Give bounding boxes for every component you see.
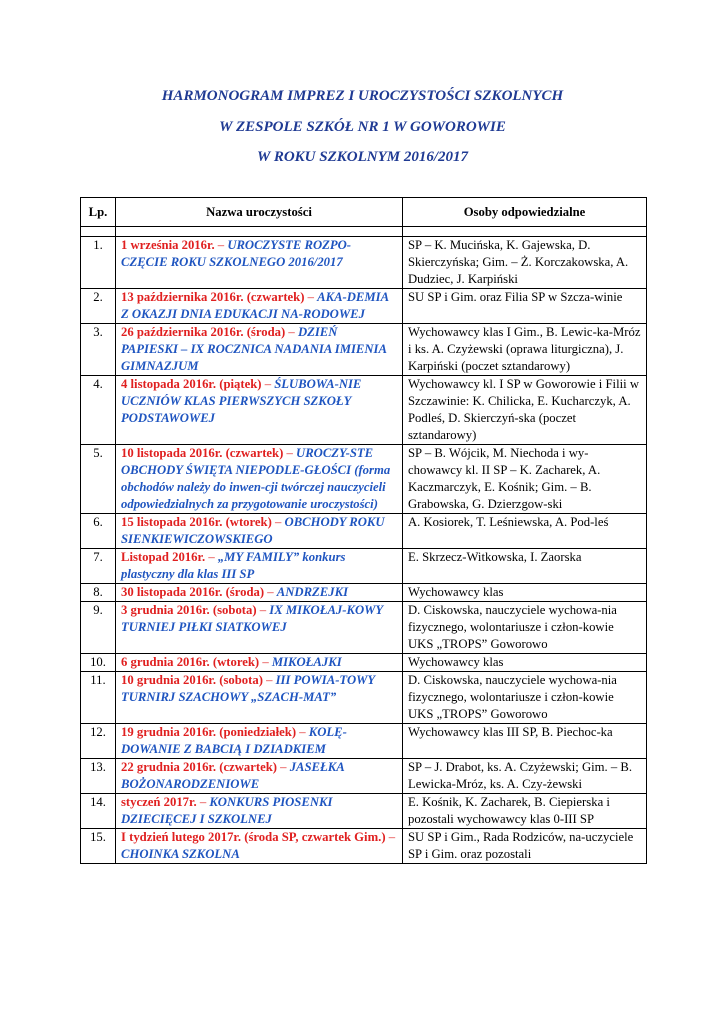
row-number: 15.: [81, 829, 116, 864]
row-number: 11.: [81, 672, 116, 724]
event-name: AKA-DEMIA Z OKAZJI DNIA EDUKACJI NA-RODOWEJ: [121, 290, 389, 321]
table-row: [81, 514, 647, 549]
event-date: 30 listopada 2016r. (środa): [121, 585, 265, 599]
spacer-row: [81, 227, 647, 237]
responsible-cell: E. Skrzecz-Witkowska, I. Zaorska: [403, 549, 647, 584]
separator: –: [385, 830, 396, 844]
responsible-cell: A. Kosiorek, T. Leśniewska, A. Pod-leś: [403, 514, 647, 549]
event-name: DZIEŃ PAPIESKI – IX ROCZNICA NADANIA IMIENIA GIMNAZJUM: [121, 325, 387, 373]
table-row: [81, 759, 647, 794]
event-date: 3 grudnia 2016r. (sobota): [121, 603, 257, 617]
separator: –: [264, 585, 277, 599]
event-date: 15 listopada 2016r. (wtorek): [121, 515, 272, 529]
table-row: [81, 654, 647, 672]
event-date: 1 września 2016r.: [121, 238, 215, 252]
separator: –: [256, 603, 270, 617]
event-cell: [116, 324, 403, 376]
responsible-cell: Wychowawcy kl. I SP w Goworowie i Filii w Szczawinie: K. Chilicka, E. Kucharczyk, A. Podleś, D. Skierczyń-ska (poczet sztandarowy): [403, 376, 647, 445]
row-number: 5.: [81, 445, 116, 514]
event-name: CHOINKA SZKOLNA: [121, 847, 240, 861]
responsible-cell: Wychowawcy klas: [403, 584, 647, 602]
responsible-cell: Wychowawcy klas: [403, 654, 647, 672]
event-cell: [116, 584, 403, 602]
event-name: ANDRZEJKI: [276, 585, 349, 599]
table-header-row: [81, 198, 647, 227]
event-name: MIKOŁAJKI: [271, 655, 342, 669]
responsible-cell: D. Ciskowska, nauczyciele wychowa-nia fizycznego, wolontariusze i człon-kowie UKS „TROPS” Goworowo: [403, 672, 647, 724]
event-name: ŚLUBOWA-NIE UCZNIÓW KLAS PIERWSZYCH SZKOŁY PODSTAWOWEJ: [121, 377, 362, 425]
event-date: 13 października 2016r. (czwartek): [121, 290, 305, 304]
event-note: (forma obchodów należy do inwen-cji twórczej nauczycieli odpowiedzialnych za przygotowanie uroczystości): [121, 463, 391, 511]
separator: –: [277, 760, 290, 774]
event-cell: [116, 549, 403, 584]
row-number: 9.: [81, 602, 116, 654]
row-number: 6.: [81, 514, 116, 549]
separator: –: [262, 673, 276, 687]
separator: –: [283, 446, 297, 460]
event-name: JASEŁKA BOŻONARODZENIOWE: [121, 760, 344, 791]
row-number: 1.: [81, 237, 116, 289]
header-name: Nazwa uroczystości: [116, 198, 403, 227]
event-date: 22 grudnia 2016r. (czwartek): [121, 760, 277, 774]
row-number: 8.: [81, 584, 116, 602]
event-cell: [116, 672, 403, 724]
event-date: Listopad 2016r.: [121, 550, 206, 564]
event-date: 6 grudnia 2016r. (wtorek): [121, 655, 260, 669]
table-row: [81, 602, 647, 654]
separator: –: [296, 725, 309, 739]
separator: –: [205, 550, 218, 564]
table-row: [81, 672, 647, 724]
event-date: 10 listopada 2016r. (czwartek): [121, 446, 284, 460]
row-number: 2.: [81, 289, 116, 324]
header-responsible: Osoby odpowiedzialne: [403, 198, 647, 227]
event-cell: [116, 829, 403, 864]
event-name: KONKURS PIOSENKI DZIECIĘCEJ I SZKOLNEJ: [121, 795, 333, 826]
separator: –: [271, 515, 285, 529]
row-number: 10.: [81, 654, 116, 672]
schedule-table: [80, 197, 647, 864]
event-date: 10 grudnia 2016r. (sobota): [121, 673, 263, 687]
table-row: [81, 237, 647, 289]
header-lp: Lp.: [81, 198, 116, 227]
event-date: 4 listopada 2016r. (piątek): [121, 377, 262, 391]
table-row: [81, 829, 647, 864]
event-cell: [116, 376, 403, 445]
event-cell: [116, 289, 403, 324]
table-row: [81, 289, 647, 324]
separator: –: [261, 377, 275, 391]
doc-title-line-3: W ROKU SZKOLNYM 2016/2017: [257, 149, 468, 165]
event-cell: [116, 237, 403, 289]
doc-title-line-1: HARMONOGRAM IMPREZ I UROCZYSTOŚCI SZKOLNYCH: [161, 88, 564, 104]
event-name: UROCZYSTE ROZPO-CZĘCIE ROKU SZKOLNEGO 2016/2017: [121, 238, 352, 269]
responsible-cell: SP – B. Wójcik, M. Niechoda i wy-chowawcy kl. II SP – K. Zacharek, A. Kaczmarczyk, E. Kośnik; Gim. – B. Grabowska, G. Dzierzgow-ski: [403, 445, 647, 514]
row-number: 7.: [81, 549, 116, 584]
responsible-cell: E. Kośnik, K. Zacharek, B. Ciepierska i pozostali wychowawcy klas 0-III SP: [403, 794, 647, 829]
event-name: OBCHODY ROKU SIENKIEWICZOWSKIEGO: [121, 515, 385, 546]
separator: –: [196, 795, 210, 809]
event-cell: [116, 445, 403, 514]
doc-title-line-2: W ZESPOLE SZKÓŁ NR 1 W GOWOROWIE: [219, 119, 506, 135]
event-name: „MY FAMILY” konkurs plastyczny dla klas III SP: [121, 550, 346, 581]
separator: –: [304, 290, 318, 304]
event-cell: [116, 794, 403, 829]
event-name: III POWIA-TOWY TURNIRJ SZACHOWY „SZACH-MAT”: [121, 673, 375, 704]
row-number: 4.: [81, 376, 116, 445]
table-body: [81, 227, 647, 864]
table-row: [81, 445, 647, 514]
event-cell: [116, 514, 403, 549]
separator: –: [214, 238, 228, 252]
responsible-cell: SU SP i Gim. oraz Filia SP w Szcza-winie: [403, 289, 647, 324]
event-date: 19 grudnia 2016r. (poniedziałek): [121, 725, 297, 739]
table-row: [81, 584, 647, 602]
row-number: 12.: [81, 724, 116, 759]
event-date: 26 października 2016r. (środa): [121, 325, 286, 339]
event-name: IX MIKOŁAJ-KOWY TURNIEJ PIŁKI SIATKOWEJ: [121, 603, 383, 634]
event-cell: [116, 759, 403, 794]
event-cell: [116, 724, 403, 759]
separator: –: [259, 655, 272, 669]
event-date: I tydzień lutego 2017r. (środa SP, czwartek Gim.): [121, 830, 386, 844]
table-row: [81, 324, 647, 376]
separator: –: [285, 325, 298, 339]
row-number: 13.: [81, 759, 116, 794]
table-row: [81, 794, 647, 829]
event-name: UROCZY-STE OBCHODY ŚWIĘTA NIEPODLE-GŁOŚCI: [121, 446, 374, 477]
responsible-cell: SP – J. Drabot, ks. A. Czyżewski; Gim. – B. Lewicka-Mróz, ks. A. Czy-żewski: [403, 759, 647, 794]
responsible-cell: SU SP i Gim., Rada Rodziców, na-uczyciele SP i Gim. oraz pozostali: [403, 829, 647, 864]
responsible-cell: D. Ciskowska, nauczyciele wychowa-nia fizycznego, wolontariusze i człon-kowie UKS „TROPS” Goworowo: [403, 602, 647, 654]
table-row: [81, 549, 647, 584]
row-number: 14.: [81, 794, 116, 829]
event-name: KOLĘ-DOWANIE Z BABCIĄ I DZIADKIEM: [121, 725, 347, 756]
table-row: [81, 376, 647, 445]
responsible-cell: SP – K. Mucińska, K. Gajewska, D. Skierczyńska; Gim. – Ż. Korczakowska, A. Dudziec, J. Karpiński: [403, 237, 647, 289]
responsible-cell: Wychowawcy klas I Gim., B. Lewic-ka-Mróz i ks. A. Czyżewski (oprawa liturgiczna), J. Karpiński (poczet sztandarowy): [403, 324, 647, 376]
event-cell: [116, 602, 403, 654]
event-date: styczeń 2017r.: [121, 795, 197, 809]
row-number: 3.: [81, 324, 116, 376]
table-row: [81, 724, 647, 759]
responsible-cell: Wychowawcy klas III SP, B. Piechoc-ka: [403, 724, 647, 759]
event-cell: [116, 654, 403, 672]
